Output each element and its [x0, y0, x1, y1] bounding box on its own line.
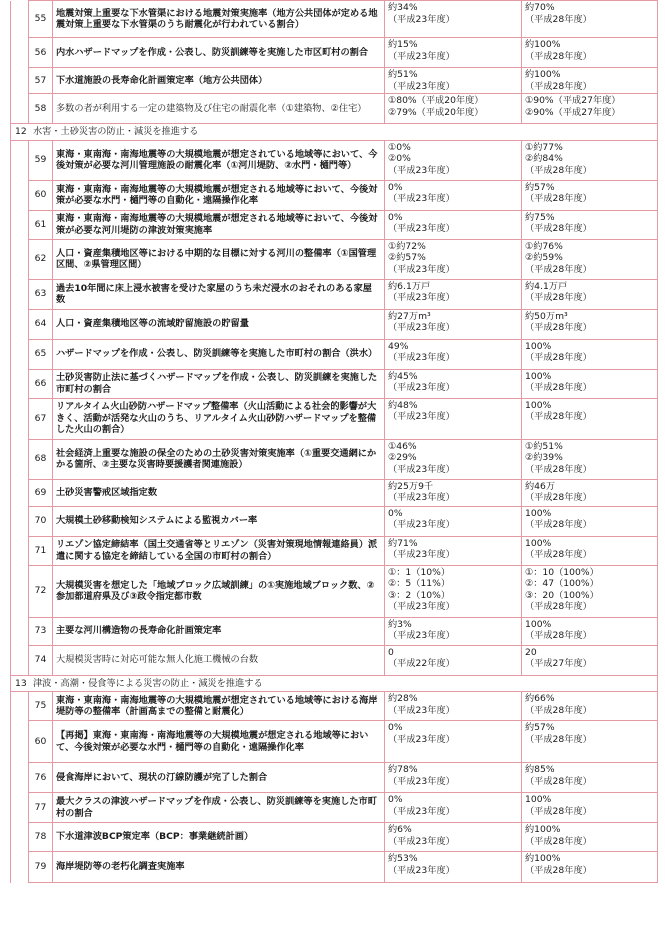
indicator-number: 66	[29, 369, 53, 398]
value-line: ①：10（100%）	[525, 566, 599, 578]
baseline-value	[385, 692, 522, 721]
target-value	[522, 339, 658, 369]
baseline-value	[385, 1, 522, 38]
table-body	[11, 1, 658, 883]
value-line: （平成23年度）	[388, 50, 455, 62]
indicator-number: 67	[29, 398, 53, 439]
indicator-description: 東海・東南海・南海地震等の大規模地震が想定されている地域等における海岸堤防等の整備率（計画高までの整備と耐震化）	[53, 692, 385, 721]
value-line: 約100%	[525, 853, 561, 864]
indicator-number: 65	[29, 339, 53, 369]
indicator-row	[11, 439, 658, 479]
value-line: （平成23年度）	[388, 704, 455, 716]
value-line: 0%	[388, 211, 403, 223]
indent-cell	[11, 369, 29, 398]
value-line: ①：1（10%）	[388, 566, 451, 578]
indicator-row	[11, 398, 658, 439]
value-line: 100%	[525, 399, 552, 411]
indicator-description: 主要な河川構造物の長寿命化計画策定率	[53, 617, 385, 645]
target-value	[522, 94, 658, 124]
target-value	[522, 793, 658, 823]
indicator-number: 78	[29, 823, 53, 852]
indicator-number: 60	[29, 180, 53, 210]
value-line: （平成28年度）	[525, 835, 592, 847]
value-line: 100%	[525, 370, 552, 382]
value-line: 約70%	[525, 2, 555, 13]
value-line: 約34%	[388, 2, 418, 13]
indicator-description: 人口・資産集積地区等における中期的な目標に対する河川の整備率（①国管理区間、②県管理区間）	[53, 239, 385, 279]
value-line: （平成22年度）	[388, 658, 455, 669]
baseline-value	[385, 339, 522, 369]
indent-cell	[11, 506, 29, 536]
indicator-description: 侵食海岸において、現状の汀線防護が完了した割合	[53, 763, 385, 793]
indicator-description: 人口・資産集積地区等の流域貯留施設の貯留量	[53, 309, 385, 339]
target-value	[522, 398, 658, 439]
indicator-row	[11, 763, 658, 793]
target-value	[522, 38, 658, 68]
value-line: ②約39%	[525, 452, 563, 463]
value-line: 100%	[525, 340, 552, 352]
indent-cell	[11, 692, 29, 721]
value-line: ①約51%	[525, 440, 563, 452]
baseline-value	[385, 210, 522, 239]
value-line: 約53%	[388, 853, 418, 864]
value-line: 約100%	[525, 69, 561, 80]
indicator-number: 56	[29, 38, 53, 68]
value-line: ③：20（100%）	[525, 589, 599, 601]
value-line: 約75%	[525, 211, 555, 223]
value-line: 約78%	[388, 764, 418, 775]
value-line: 約51%	[388, 69, 418, 80]
baseline-value	[385, 617, 522, 645]
indent-cell	[11, 239, 29, 279]
indicator-number: 75	[29, 692, 53, 721]
indicator-number: 64	[29, 309, 53, 339]
baseline-value	[385, 823, 522, 852]
value-line: 約45%	[388, 370, 418, 382]
indent-cell	[11, 763, 29, 793]
baseline-value	[385, 721, 522, 763]
value-line: （平成28年度）	[525, 322, 592, 333]
indent-cell	[11, 140, 29, 180]
value-line: （平成23年度）	[388, 492, 455, 503]
indicator-number: 71	[29, 536, 53, 565]
indicator-description: 下水道津波BCP策定率（BCP：事業継続計画）	[53, 823, 385, 852]
value-line: ②79%（平成20年度）	[388, 106, 484, 118]
baseline-value	[385, 279, 522, 309]
value-line: 0%	[388, 722, 403, 733]
value-line: ②約84%	[525, 153, 563, 164]
value-line: 0%	[388, 794, 403, 805]
value-line: ①約72%	[388, 240, 426, 252]
indicator-number: 79	[29, 852, 53, 883]
baseline-value	[385, 140, 522, 180]
indicator-row	[11, 38, 658, 68]
value-line: （平成28年度）	[525, 492, 592, 503]
indicator-row	[11, 180, 658, 210]
baseline-value	[385, 309, 522, 339]
value-line: （平成28年度）	[525, 13, 592, 25]
baseline-value	[385, 94, 522, 124]
indicator-row	[11, 1, 658, 38]
indent-cell	[11, 309, 29, 339]
section-label: 水害・土砂災害の防止・減災を推進する	[33, 126, 199, 137]
section-title	[11, 124, 658, 141]
value-line: 100%	[525, 794, 552, 805]
indicator-row	[11, 94, 658, 124]
indicator-description: 最大クラスの津波ハザードマップを作成・公表し、防災訓練等を実施した市町村の割合	[53, 793, 385, 823]
target-value	[522, 565, 658, 617]
value-line: （平成28年度）	[525, 80, 592, 92]
value-line: 約100%	[525, 824, 561, 835]
baseline-value	[385, 479, 522, 506]
value-line: 20	[525, 646, 537, 658]
target-value	[522, 309, 658, 339]
value-line: （平成23年度）	[388, 733, 455, 745]
indicator-description: 東海・東南海・南海地震等の大規模地震が想定される地域等において、今後対策が必要な水門・樋門等の自動化・遠隔操作化率	[53, 180, 385, 210]
value-line: （平成28年度）	[525, 549, 592, 560]
indicator-description: 東海・東南海・南海地震等の大規模地震が想定される地域等において、今後対策が必要な河川堤防の津波対策実施率	[53, 210, 385, 239]
baseline-value	[385, 536, 522, 565]
value-line: （平成28年度）	[525, 411, 592, 422]
indicator-description: 内水ハザードマップを作成・公表し、防災訓練等を実施した市区町村の割合	[53, 38, 385, 68]
indicator-number: 60	[29, 721, 53, 763]
target-value	[522, 210, 658, 239]
value-line: （平成28年度）	[525, 164, 592, 176]
value-line: ①80%（平成20年度）	[388, 95, 484, 106]
performance-indicator-table	[10, 0, 658, 883]
value-line: 約100%	[525, 39, 561, 50]
section-label: 津波・高潮・侵食等による災害の防止・減災を推進する	[33, 677, 263, 689]
baseline-value	[385, 68, 522, 94]
value-line: ②0%	[388, 153, 411, 164]
indicator-row	[11, 852, 658, 883]
indicator-row	[11, 210, 658, 239]
value-line: （平成28年度）	[525, 292, 592, 303]
value-line: （平成28年度）	[525, 630, 592, 641]
indicator-description: 【再掲】東海・東南海・南海地震等の大規模地震が想定される地域等において、今後対策が必要な水門・樋門等の自動化・遠隔操作化率	[53, 721, 385, 763]
indent-cell	[11, 68, 29, 94]
indicator-number: 57	[29, 68, 53, 94]
indent-cell	[11, 180, 29, 210]
value-line: 0%	[388, 507, 403, 519]
indicator-number: 68	[29, 439, 53, 479]
section-header-row	[11, 675, 658, 692]
value-line: 約4.1万戸	[525, 280, 568, 292]
value-line: （平成28年度）	[525, 223, 592, 234]
value-line: ②：47（100%）	[525, 578, 599, 589]
indicator-number: 74	[29, 645, 53, 675]
value-line: ②90%（平成27年度）	[525, 106, 621, 118]
section-header-row	[11, 124, 658, 141]
indent-cell	[11, 536, 29, 565]
value-line: （平成23年度）	[388, 322, 455, 333]
target-value	[522, 721, 658, 763]
indicator-number: 63	[29, 279, 53, 309]
target-value	[522, 180, 658, 210]
value-line: （平成23年度）	[388, 80, 455, 92]
indicator-number: 72	[29, 565, 53, 617]
value-line: 約27万m³	[388, 310, 431, 322]
indicator-description: 多数の者が利用する一定の建築物及び住宅の耐震化率（①建築物、②住宅）	[53, 94, 385, 124]
value-line: （平成28年度）	[525, 382, 592, 393]
target-value	[522, 823, 658, 852]
value-line: ①約77%	[525, 141, 563, 153]
indent-cell	[11, 721, 29, 763]
target-value	[522, 68, 658, 94]
indent-cell	[11, 94, 29, 124]
baseline-value	[385, 565, 522, 617]
indicator-number: 55	[29, 1, 53, 38]
indent-cell	[11, 793, 29, 823]
target-value	[522, 617, 658, 645]
value-line: （平成23年度）	[388, 13, 455, 25]
indicator-row	[11, 309, 658, 339]
value-line: 約28%	[388, 693, 418, 704]
value-line: 約6%	[388, 824, 412, 835]
indicator-number: 62	[29, 239, 53, 279]
indicator-description: 大規模災害時に対応可能な無人化施工機械の台数	[53, 645, 385, 675]
indent-cell	[11, 398, 29, 439]
target-value	[522, 439, 658, 479]
value-line: （平成28年度）	[525, 805, 592, 817]
value-line: （平成23年度）	[388, 549, 455, 560]
indicator-row	[11, 279, 658, 309]
indicator-description: 大規模災害を想定した「地域ブロック広域訓練」の①実施地域ブロック数、②参加都道府県及び③政令指定都市数	[53, 565, 385, 617]
value-line: （平成23年度）	[388, 352, 455, 363]
value-line: 約25万9千	[388, 480, 434, 492]
indicator-number: 70	[29, 506, 53, 536]
target-value	[522, 369, 658, 398]
value-line: （平成23年度）	[388, 263, 455, 275]
indicator-number: 77	[29, 793, 53, 823]
value-line: （平成28年度）	[525, 50, 592, 62]
value-line: （平成28年度）	[525, 864, 592, 876]
baseline-value	[385, 180, 522, 210]
indicator-row	[11, 506, 658, 536]
indicator-description: 海岸堤防等の老朽化調査実施率	[53, 852, 385, 883]
target-value	[522, 763, 658, 793]
value-line: （平成28年度）	[525, 463, 592, 475]
target-value	[522, 645, 658, 675]
value-line: （平成23年度）	[388, 193, 455, 204]
value-line: （平成23年度）	[388, 835, 455, 847]
indicator-number: 58	[29, 94, 53, 124]
value-line: （平成28年度）	[525, 775, 592, 787]
indicator-row	[11, 339, 658, 369]
value-line: ①46%	[388, 440, 417, 452]
target-value	[522, 279, 658, 309]
value-line: （平成28年度）	[525, 704, 592, 716]
indicator-row	[11, 721, 658, 763]
indicator-number: 69	[29, 479, 53, 506]
value-line: 約50万m³	[525, 310, 568, 322]
indicator-description: 下水道施設の長寿命化計画策定率（地方公共団体）	[53, 68, 385, 94]
value-line: （平成23年度）	[388, 630, 455, 641]
value-line: （平成23年度）	[388, 601, 455, 612]
value-line: ①0%	[388, 141, 411, 153]
indent-cell	[11, 479, 29, 506]
value-line: 約48%	[388, 399, 418, 411]
value-line: ②約59%	[525, 252, 563, 263]
value-line: ①90%（平成27年度）	[525, 95, 621, 106]
indicator-row	[11, 479, 658, 506]
value-line: （平成23年度）	[388, 463, 455, 475]
target-value	[522, 140, 658, 180]
value-line: （平成23年度）	[388, 864, 455, 876]
indicator-description: 大規模土砂移動検知システムによる監視カバー率	[53, 506, 385, 536]
value-line: 約6.1万戸	[388, 280, 431, 292]
baseline-value	[385, 793, 522, 823]
indicator-description: 過去10年間に床上浸水被害を受けた家屋のうち未だ浸水のおそれのある家屋数	[53, 279, 385, 309]
indicator-number: 73	[29, 617, 53, 645]
indicator-description: 土砂災害警戒区域指定数	[53, 479, 385, 506]
value-line: 約3%	[388, 618, 412, 630]
value-line: 0%	[388, 181, 403, 193]
indicator-description: 土砂災害防止法に基づくハザードマップを作成・公表し、防災訓練を実施した市町村の割合	[53, 369, 385, 398]
value-line: ②約57%	[388, 252, 426, 263]
indent-cell	[11, 210, 29, 239]
indicator-row	[11, 823, 658, 852]
indicator-row	[11, 645, 658, 675]
indicator-description: 東海・東南海・南海地震等の大規模地震が想定されている地域等において、今後対策が必要な河川管理施設の耐震化率（①河川堤防、②水門・樋門等）	[53, 140, 385, 180]
baseline-value	[385, 439, 522, 479]
indicator-row	[11, 140, 658, 180]
indicator-row	[11, 565, 658, 617]
indicator-row	[11, 793, 658, 823]
value-line: 約46万	[525, 480, 556, 492]
indicator-row	[11, 68, 658, 94]
section-number: 13	[15, 677, 27, 689]
value-line: 0	[388, 646, 394, 658]
target-value	[522, 239, 658, 279]
indent-cell	[11, 823, 29, 852]
value-line: （平成28年度）	[525, 733, 592, 745]
baseline-value	[385, 239, 522, 279]
value-line: （平成23年度）	[388, 519, 455, 530]
baseline-value	[385, 852, 522, 883]
target-value	[522, 536, 658, 565]
target-value	[522, 1, 658, 38]
indicator-description: 地震対策上重要な下水管渠における地震対策実施率（地方公共団体が定める地震対策上重要な下水管渠のうち耐震化が行われている割合）	[53, 1, 385, 38]
value-line: （平成23年度）	[388, 805, 455, 817]
indent-cell	[11, 617, 29, 645]
value-line: ②29%	[388, 452, 417, 463]
indent-cell	[11, 439, 29, 479]
indent-cell	[11, 339, 29, 369]
indent-cell	[11, 38, 29, 68]
value-line: ②：5（11%）	[388, 578, 451, 589]
baseline-value	[385, 645, 522, 675]
indicator-number: 61	[29, 210, 53, 239]
value-line: 約85%	[525, 764, 555, 775]
value-line: （平成28年度）	[525, 601, 592, 612]
indicator-row	[11, 369, 658, 398]
target-value	[522, 692, 658, 721]
target-value	[522, 506, 658, 536]
baseline-value	[385, 398, 522, 439]
indicator-row	[11, 617, 658, 645]
value-line: （平成28年度）	[525, 193, 592, 204]
baseline-value	[385, 369, 522, 398]
value-line: （平成23年度）	[388, 382, 455, 393]
value-line: （平成23年度）	[388, 775, 455, 787]
baseline-value	[385, 763, 522, 793]
value-line: ③：2（10%）	[388, 589, 451, 601]
indent-cell	[11, 1, 29, 38]
value-line: （平成23年度）	[388, 411, 455, 422]
value-line: （平成23年度）	[388, 164, 455, 176]
target-value	[522, 479, 658, 506]
indent-cell	[11, 279, 29, 309]
value-line: 約57%	[525, 181, 555, 193]
value-line: （平成28年度）	[525, 263, 592, 275]
value-line: 100%	[525, 507, 552, 519]
value-line: ①約76%	[525, 240, 563, 252]
indicator-description: リアルタイム火山砂防ハザードマップ整備率（火山活動による社会的影響が大きく、活動が活発な火山のうち、リアルタイム火山砂防ハザードマップを整備した火山の割合）	[53, 398, 385, 439]
indent-cell	[11, 565, 29, 617]
indicator-row	[11, 692, 658, 721]
indent-cell	[11, 852, 29, 883]
value-line: （平成28年度）	[525, 519, 592, 530]
indicator-description: ハザードマップを作成・公表し、防災訓練等を実施した市町村の割合（洪水）	[53, 339, 385, 369]
value-line: 約15%	[388, 39, 418, 50]
value-line: 約66%	[525, 693, 555, 704]
indicator-row	[11, 536, 658, 565]
indent-cell	[11, 645, 29, 675]
value-line: （平成27年度）	[525, 658, 592, 669]
value-line: （平成23年度）	[388, 292, 455, 303]
baseline-value	[385, 506, 522, 536]
target-value	[522, 852, 658, 883]
value-line: 約57%	[525, 722, 555, 733]
value-line: （平成23年度）	[388, 223, 455, 234]
baseline-value	[385, 38, 522, 68]
value-line: 100%	[525, 618, 552, 630]
indicator-number: 76	[29, 763, 53, 793]
value-line: 100%	[525, 537, 552, 549]
indicator-number: 59	[29, 140, 53, 180]
indicator-row	[11, 239, 658, 279]
section-number: 12	[15, 126, 27, 137]
indicator-description: 社会経済上重要な施設の保全のための土砂災害対策実施率（①重要交通網にかかる箇所、②主要な災害時要援護者関連施設）	[53, 439, 385, 479]
value-line: （平成28年度）	[525, 352, 592, 363]
value-line: 約71%	[388, 537, 418, 549]
indicator-description: リエゾン協定締結率（国土交通省等とリエゾン（災害対策現地情報連絡員）派遣に関する協定を締結している全国の市町村の割合）	[53, 536, 385, 565]
value-line: 49%	[388, 340, 409, 352]
section-title	[11, 675, 658, 692]
